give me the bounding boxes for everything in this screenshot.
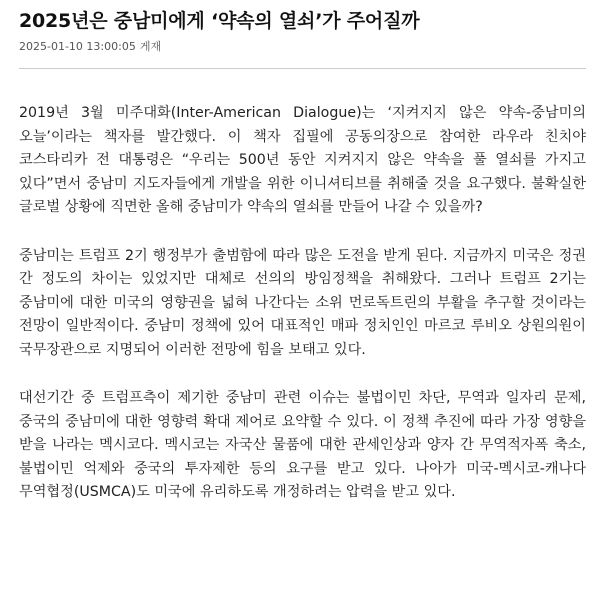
header-divider — [19, 68, 586, 69]
article-headline: 2025년은 중남미에게 ‘약속의 열쇠’가 주어질까 — [19, 10, 420, 32]
paragraph-3: 대선기간 중 트럼프측이 제기한 중남미 관련 이슈는 불법이민 차단, 무역과 일자리 문제, 중국의 중남미에 대한 영향력 확대 제어로 요약할 수 있다. 이 정책 추진에 따라 가장 영향을 받을 나라는 멕시코다. 멕시코는 자국산 물품에 대한 관세인상과 양자 간 무역적자폭 축소, 불법이민 억제와 중국의 투자제한 등의 요구를 받고 있다. 나아가 미국-멕시코-캐나다 무역협정(USMCA)도 미국에 유리하도록 개정하려는 압력을 받고 있다. — [19, 390, 586, 500]
paragraph-2: 중남미는 트럼프 2기 행정부가 출범함에 따라 많은 도전을 받게 된다. 지금까지 미국은 정권 간 정도의 차이는 있었지만 대체로 선의의 방임정책을 취해왔다. 그러나 트럼프 2기는 중남미에 대한 미국의 영향권을 넓혀 나간다는 소위 먼로독트린의 부활을 추구할 것이라는 전망이 일반적이다. 중남미 정책에 있어 대표적인 매파 정치인인 마르코 루비오 상원의원이 국무장관으로 지명되어 이러한 전망에 힘을 보태고 있다. — [19, 247, 586, 358]
article-body — [19, 102, 586, 505]
paragraph-1: 2019년 3월 미주대화(Inter-American Dialogue)는 ‘지켜지지 않은 약속-중남미의 오늘’이라는 책자를 발간했다. 이 책자 집필에 공동의장으로 참여한 라우라 친치야 코스타리카 전 대통령은 “우리는 500년 동안 지켜지지 않은 약속을 풀 열쇠를 가지고 있다”면서 중남미 지도자들에게 개발을 위한 이니셔티브를 취해줄 것을 요구했다. 불확실한 글로벌 상황에 직면한 올해 중남미가 약속의 열쇠를 만들어 나갈 수 있을까? — [19, 105, 586, 215]
publish-status: 게재 — [139, 40, 162, 53]
article-meta — [19, 40, 586, 54]
publish-date: 2025-01-10 13:00:05 — [19, 40, 136, 53]
